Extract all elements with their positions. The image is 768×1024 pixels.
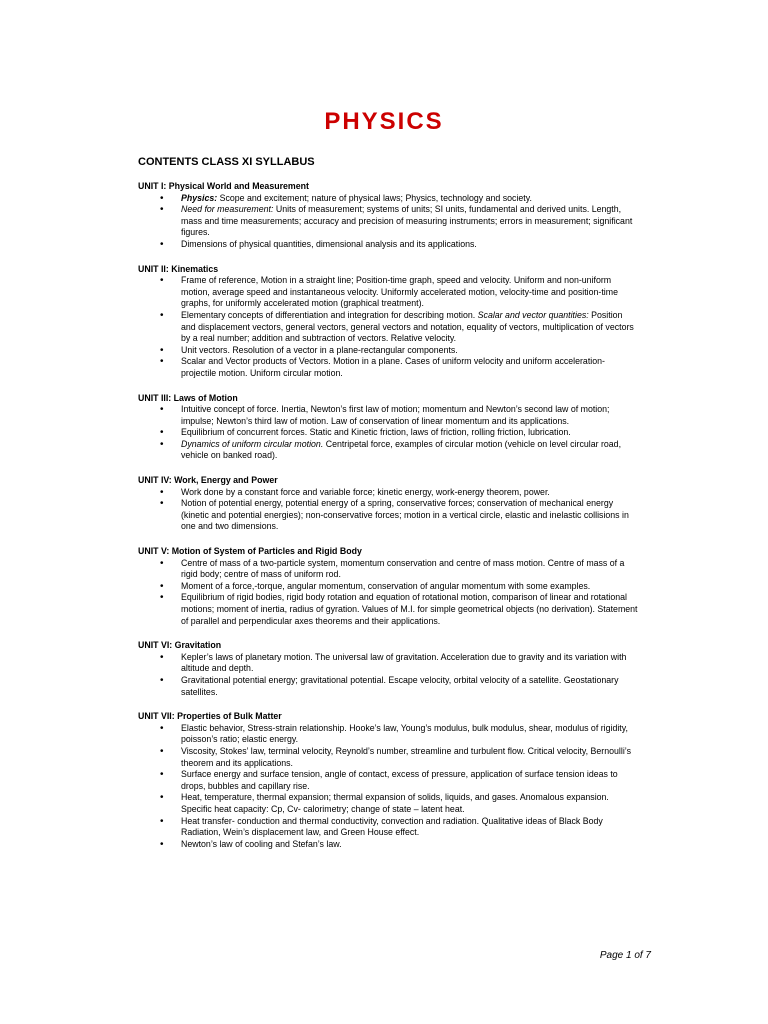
topic-text: Intuitive concept of force. Inertia, Newton’s first law of motion; momentum and Newton’s second law of motion; impulse; Newton’s third law of motion. Law of conservation of linear momentum and its applications. — [181, 404, 610, 426]
syllabus-unit — [138, 546, 638, 627]
syllabus-unit — [138, 475, 638, 533]
unit-title: UNIT VII: Properties of Bulk Matter — [138, 711, 282, 722]
topic-text: Heat transfer- conduction and thermal conductivity, convection and radiation. Qualitative ideas of Black Body Radiation, Wein’s displacement law, and Green House effect. — [181, 815, 603, 838]
page-number: Page 1 of 7 — [599, 950, 651, 961]
topic-item — [181, 275, 638, 310]
syllabus-unit — [138, 640, 638, 698]
unit-topic-list — [138, 652, 638, 698]
topic-item — [181, 592, 638, 627]
topic-item — [181, 816, 638, 839]
topic-text: Scalar and Vector products of Vectors. Motion in a plane. Cases of uniform velocity and uniform acceleration- projectile motion. Uniform circular motion. — [181, 356, 605, 378]
unit-topic-list — [138, 487, 638, 533]
unit-title: UNIT VI: Gravitation — [138, 640, 222, 651]
topic-item — [181, 652, 638, 675]
topic-text: Centripetal force, examples of circular motion (vehicle on level circular road, vehicle on banked road). — [181, 438, 622, 461]
topic-item — [181, 239, 638, 251]
topic-item — [181, 723, 638, 746]
topic-item — [181, 558, 638, 581]
topic-lead: Scalar and vector quantities: — [477, 309, 589, 320]
unit-topic-list — [138, 404, 638, 462]
topic-text: Newton’s law of cooling and Stefan’s law. — [181, 838, 342, 849]
topic-text: Work done by a constant force and variable force; kinetic energy, work-energy theorem, power. — [181, 486, 550, 497]
topic-item — [181, 581, 638, 593]
topic-item — [181, 792, 638, 815]
topic-text: Equilibrium of concurrent forces. Static and Kinetic friction, laws of friction, rolling friction, lubrication. — [181, 427, 571, 438]
topic-text: Unit vectors. Resolution of a vector in a plane-rectangular components. — [181, 344, 458, 355]
topic-text: Notion of potential energy, potential energy of a spring, conservative forces; conservation of mechanical energy (kinetic and potential energies); non-conservative forces; motion in a vertical circle, elastic and inelastic collisions in one and two dimensions. — [181, 498, 629, 532]
unit-topic-list — [138, 193, 638, 251]
topic-item — [181, 345, 638, 357]
unit-title: UNIT III: Laws of Motion — [138, 392, 238, 403]
unit-topic-list — [138, 275, 638, 379]
topic-text: Frame of reference, Motion in a straight line; Position-time graph, speed and velocity. Uniform and non-uniform motion, average speed and instantaneous velocity. Uniformly accelerated motion, velocity-time and position-time graphs, for uniformly accelerated motion (graphical treatment). — [181, 275, 618, 309]
topic-item — [181, 487, 638, 499]
unit-title: UNIT IV: Work, Energy and Power — [138, 475, 278, 486]
topic-item — [181, 746, 638, 769]
unit-topic-list — [138, 723, 638, 851]
topic-lead: Need for measurement: — [181, 204, 274, 215]
topic-text: Elementary concepts of differentiation and integration for describing motion. — [181, 309, 478, 320]
topic-text: Equilibrium of rigid bodies, rigid body rotation and equation of rotational motion, comparison of linear and rotational motions; moment of inertia, radius of gyration. Values of M.I. for simple geometrical objects (no derivation). Statement of parallel and perpendicular axes theorems and their applications. — [181, 592, 638, 626]
topic-item — [181, 310, 638, 345]
unit-title: UNIT II: Kinematics — [138, 263, 219, 274]
topic-text: Gravitational potential energy; gravitational potential. Escape velocity, orbital velocity of a satellite. Geostationary satellites. — [181, 674, 619, 697]
syllabus-unit — [138, 393, 638, 463]
topic-text: Dimensions of physical quantities, dimensional analysis and its applications. — [181, 238, 477, 249]
topic-text: Elastic behavior, Stress-strain relationship. Hooke’s law, Young’s modulus, bulk modulus, shear, modulus of rigidity, poisson’s ratio; elastic energy. — [181, 722, 628, 745]
topic-text: Centre of mass of a two-particle system, momentum conservation and centre of mass motion. Centre of mass of a rigid body; centre of mass of uniform rod. — [181, 557, 625, 580]
topic-lead: Dynamics of uniform circular motion. — [181, 438, 324, 449]
topic-text: Heat, temperature, thermal expansion; thermal expansion of solids, liquids, and gases. Anomalous expansion. Specific heat capacity: Cp, Cv- calorimetry; change of state – latent heat. — [181, 792, 609, 814]
syllabus-units — [138, 181, 638, 863]
topic-text: Viscosity, Stokes’ law, terminal velocity, Reynold’s number, streamline and turbulent flow. Critical velocity, Bernoulli’s theorem and its applications. — [181, 745, 631, 768]
topic-lead: Physics: — [181, 192, 218, 203]
topic-text: Moment of a force,-torque, angular momentum, conservation of angular momentum with some examples. — [181, 580, 591, 591]
topic-text: Kepler’s laws of planetary motion. The universal law of gravitation. Acceleration due to gravity and its variation with altitude and depth. — [181, 651, 627, 674]
page-title: PHYSICS — [324, 108, 444, 135]
syllabus-unit — [138, 711, 638, 850]
topic-item — [181, 439, 638, 462]
topic-item — [181, 675, 638, 698]
syllabus-unit — [138, 264, 638, 380]
topic-item — [181, 193, 638, 205]
topic-item — [181, 498, 638, 533]
topic-text: Surface energy and surface tension, angle of contact, excess of pressure, application of surface tension ideas to drops, bubbles and capillary rise. — [181, 769, 618, 791]
topic-item — [181, 427, 638, 439]
unit-topic-list — [138, 558, 638, 628]
topic-item — [181, 356, 638, 379]
topic-item — [181, 769, 638, 792]
syllabus-unit — [138, 181, 638, 251]
topic-text: Units of measurement; systems of units; SI units, fundamental and derived units. Length, mass and time measurements; accuracy and precision of measuring instruments; errors in measurement; significant figures. — [181, 204, 633, 238]
topic-text: Scope and excitement; nature of physical laws; Physics, technology and society. — [217, 192, 532, 203]
topic-item — [181, 204, 638, 239]
topic-text: Position and displacement vectors, general vectors, general vectors and notation, equality of vectors, multiplication of vectors by a real number; addition and subtraction of vectors. Relative velocity. — [181, 309, 634, 344]
contents-heading: CONTENTS CLASS XI SYLLABUS — [138, 156, 315, 168]
topic-item — [181, 839, 638, 851]
unit-title: UNIT V: Motion of System of Particles and Rigid Body — [138, 546, 362, 557]
unit-title: UNIT I: Physical World and Measurement — [138, 181, 309, 191]
topic-item — [181, 404, 638, 427]
